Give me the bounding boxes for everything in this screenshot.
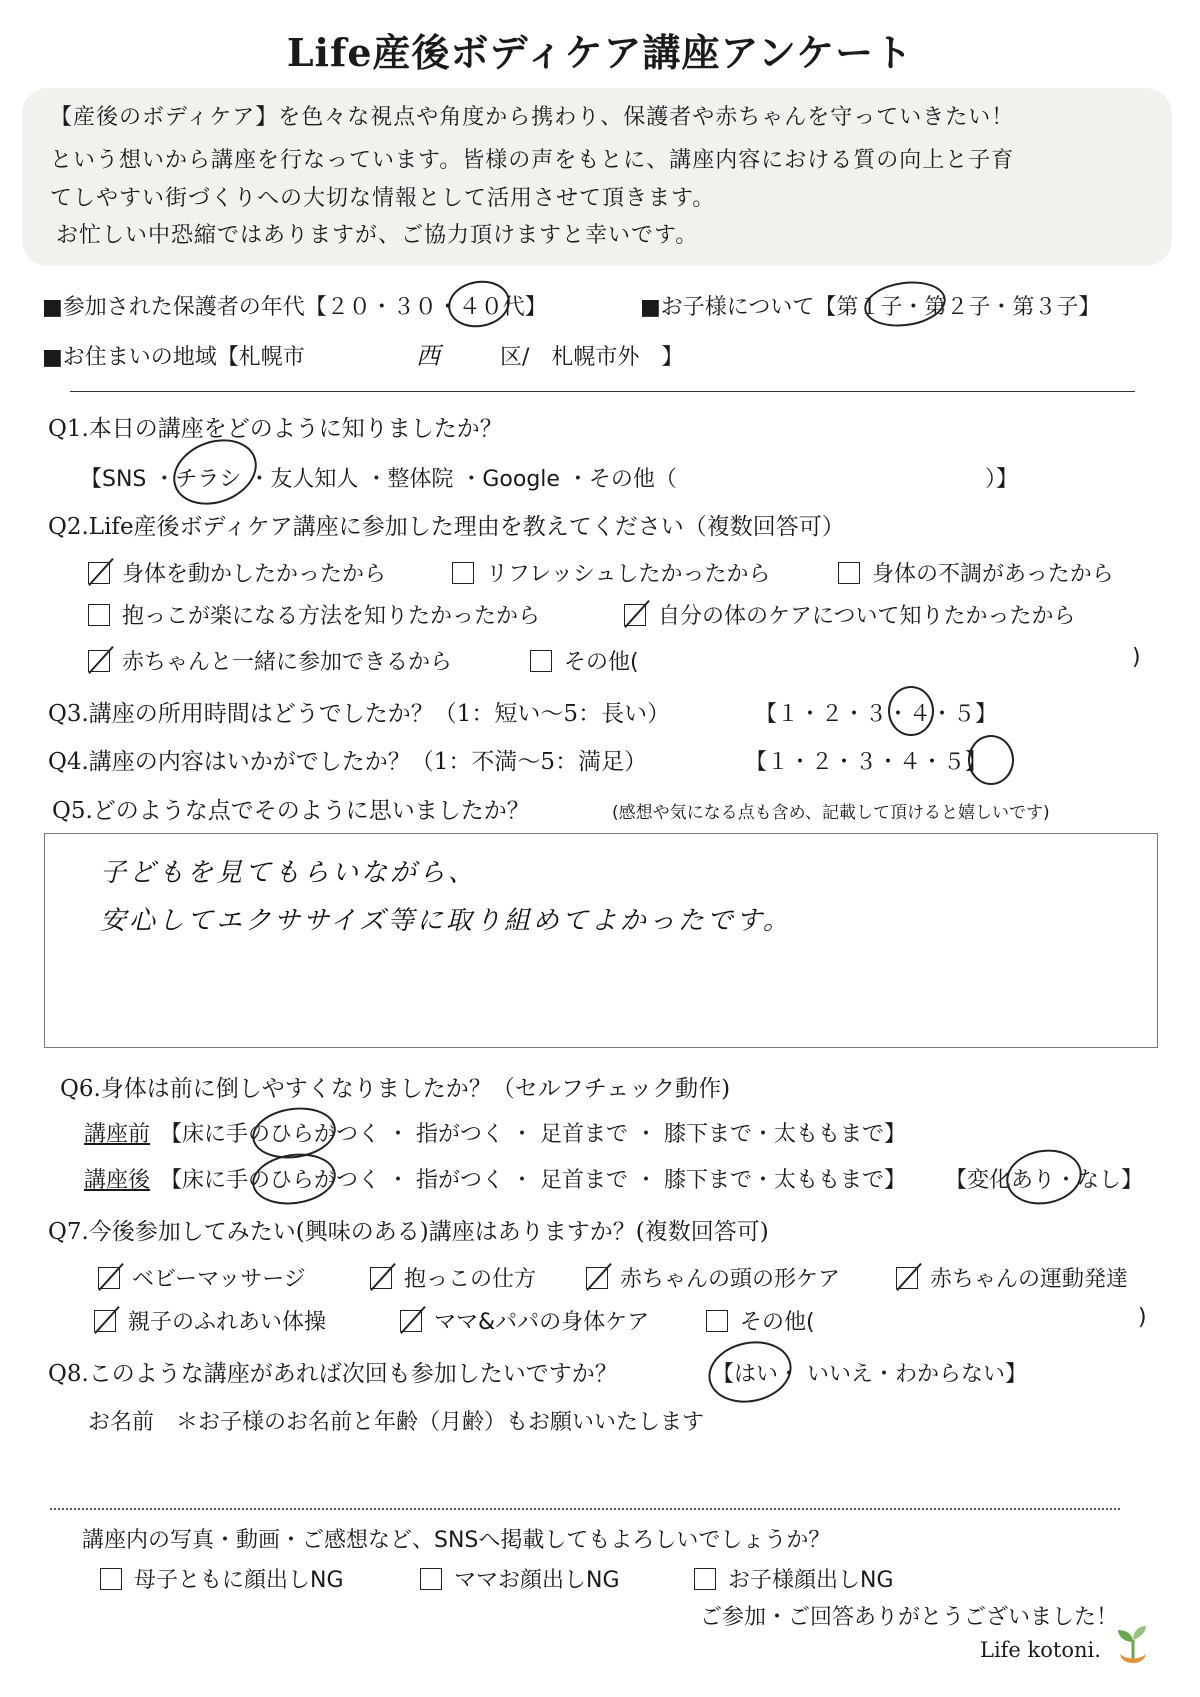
name-label: お名前 ＊お子様のお名前と年齢（月齢）もお願いいたします	[88, 1410, 705, 1435]
q5-answer-line-1: 子どもを見てもらいながら、	[100, 858, 478, 888]
sprout-logo-icon	[1108, 1622, 1158, 1672]
checkbox[interactable]	[94, 1310, 116, 1332]
area-label: ■お住まいの地域【札幌市	[42, 345, 305, 370]
q5-note: (感想や気になる点も含め、記載して頂けると嬉しいです)	[612, 803, 1050, 823]
q1-close: ）】	[985, 467, 1019, 492]
child-selected-mark	[861, 277, 948, 332]
q3-selected-mark	[888, 686, 934, 736]
q8-options: 【はい・ いいえ・わからない】	[712, 1362, 1027, 1387]
sns-option-2[interactable]: ママお顔出しNG	[420, 1563, 620, 1594]
page-title: Life産後ボディケア講座アンケート	[286, 30, 914, 75]
q7-option-6[interactable]: ママ&パパの身体ケア	[400, 1305, 649, 1336]
thanks-message: ご参加・ご回答ありがとうございました！	[700, 1605, 1119, 1630]
q7-option-4[interactable]: 赤ちゃんの運動発達	[896, 1262, 1128, 1293]
checkbox[interactable]	[624, 604, 646, 626]
age-selected-mark	[444, 276, 513, 332]
q2-question: Q2.Life産後ボディケア講座に参加した理由を教えてください（複数回答可）	[48, 514, 845, 540]
sns-option-3[interactable]: お子様顔出しNG	[694, 1563, 894, 1594]
q7-other-close: )	[1138, 1305, 1147, 1330]
checkbox[interactable]	[706, 1310, 728, 1332]
intro-line-2: という想いから講座を行なっています。皆様の声をもとに、講座内容における質の向上と子育	[50, 148, 1015, 173]
q7-option-1[interactable]: ベビーマッサージ	[98, 1262, 306, 1293]
checkbox[interactable]	[400, 1310, 422, 1332]
q6-after-options: 【床に手のひらがつく ・ 指がつく ・ 足首まで ・ 膝下まで・太ももまで】	[160, 1168, 906, 1193]
checkbox[interactable]	[88, 650, 110, 672]
q2-option-6[interactable]: 赤ちゃんと一緒に参加できるから	[88, 645, 452, 676]
area-handwritten: 西	[416, 342, 443, 370]
q2-option-5[interactable]: 自分の体のケアについて知りたかったから	[624, 599, 1076, 630]
q6-after-label: 講座後	[84, 1168, 151, 1193]
checkbox[interactable]	[88, 562, 110, 584]
q4-scale: 【１・２・３・４・５】	[745, 750, 988, 775]
divider	[70, 391, 1135, 392]
q2-other-close: )	[1132, 645, 1141, 670]
checkbox[interactable]	[100, 1568, 122, 1590]
q8-selected-mark	[703, 1334, 798, 1410]
q5-answer-line-2: 安心してエクササイズ等に取り組めてよかったです。	[100, 906, 792, 936]
age-group-options: ■参加された保護者の年代【２０・３０・４０代】	[42, 295, 547, 320]
area-rest: 区/ 札幌市外 】	[500, 345, 684, 370]
q3-question: Q3.講座の所用時間はどうでしたか？（1：短い〜5：長い）	[48, 701, 671, 727]
q4-selected-mark	[968, 735, 1014, 785]
checkbox[interactable]	[838, 562, 860, 584]
q2-option-2[interactable]: リフレッシュしたかったから	[452, 557, 770, 588]
intro-line-4: お忙しい中恐縮ではありますが、ご協力頂けますと幸いです。	[56, 223, 699, 248]
q4-question: Q4.講座の内容はいかがでしたか？（1：不満〜5：満足）	[48, 749, 648, 775]
q1-question: Q1.本日の講座をどのように知りましたか？	[48, 416, 503, 442]
q6-after-mark	[249, 1148, 339, 1209]
checkbox[interactable]	[586, 1267, 608, 1289]
q1-options: 【SNS ・チラシ ・友人知人 ・整体院 ・Google ・その他（	[80, 467, 677, 492]
q7-question: Q7.今後参加してみたい(興味のある)講座はありますか？(複数回答可)	[48, 1219, 769, 1245]
checkbox[interactable]	[370, 1267, 392, 1289]
q8-question: Q8.このような講座があれば次回も参加したいですか？	[48, 1361, 618, 1387]
sns-question: 講座内の写真・動画・ご感想など、SNSへ掲載してもよろしいでしょうか？	[82, 1528, 831, 1553]
dotted-divider	[50, 1508, 1120, 1510]
q6-before-options: 【床に手のひらがつく ・ 指がつく ・ 足首まで ・ 膝下まで・太ももまで】	[160, 1122, 906, 1147]
q2-option-1[interactable]: 身体を動かしたかったから	[88, 557, 386, 588]
checkbox[interactable]	[420, 1568, 442, 1590]
q6-change-options: 【変化あり・なし】	[945, 1168, 1144, 1193]
q6-before-label: 講座前	[84, 1122, 151, 1147]
q6-change-mark	[1002, 1144, 1086, 1210]
q7-option-7[interactable]: その他(	[706, 1305, 815, 1336]
q2-option-7[interactable]: その他(	[530, 645, 639, 676]
q7-option-3[interactable]: 赤ちゃんの頭の形ケア	[586, 1262, 840, 1293]
checkbox[interactable]	[452, 562, 474, 584]
q2-option-3[interactable]: 身体の不調があったから	[838, 557, 1114, 588]
checkbox[interactable]	[530, 650, 552, 672]
sns-option-1[interactable]: 母子ともに顔出しNG	[100, 1563, 344, 1594]
q3-scale: 【１・２・３・４・５】	[755, 702, 998, 727]
checkbox[interactable]	[896, 1267, 918, 1289]
q7-option-2[interactable]: 抱っこの仕方	[370, 1262, 536, 1293]
checkbox[interactable]	[88, 604, 110, 626]
logo-text: Life kotoni.	[980, 1638, 1101, 1662]
intro-line-1: 【産後のボディケア】を色々な視点や角度から携わり、保護者や赤ちゃんを守っていきたい！	[50, 105, 1015, 130]
checkbox[interactable]	[98, 1267, 120, 1289]
checkbox[interactable]	[694, 1568, 716, 1590]
q6-question: Q6.身体は前に倒しやすくなりましたか？（セルフチェック動作)	[60, 1076, 731, 1102]
q2-option-4[interactable]: 抱っこが楽になる方法を知りたかったから	[88, 599, 540, 630]
q7-option-5[interactable]: 親子のふれあい体操	[94, 1305, 326, 1336]
child-order-options: ■お子様について【第１子・第２子・第３子】	[640, 295, 1101, 320]
intro-line-3: てしやすい街づくりへの大切な情報として活用させて頂きます。	[50, 186, 716, 211]
q5-question: Q5.どのような点でそのように思いましたか？	[52, 798, 530, 824]
